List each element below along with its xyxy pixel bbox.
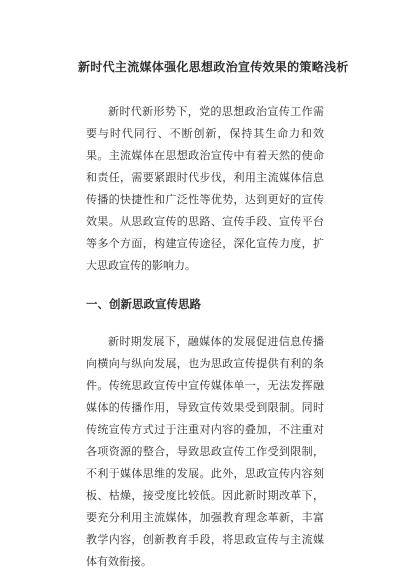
section-body-paragraph: 新时期发展下，融媒体的发展促进信息传播向横向与纵向发展，也为思政宣传提供有利的条件。传统思政宣传中宣传媒体单一，无法发挥融媒体的传播作用，导致宣传效果受到限制。同时传统宣传方式过于注重对内容的叠加，不注重对各项资源的整合，导致思政宣传工作受到限制，不利于媒体思维的发展。此外，思政宣传内容刻板、枯燥，接受度比较低。因此新时期改革下，要充分利用主流媒体，加强教育理念革新，丰富教学内容，创新教育手段，将思政宣传与主流媒体有效衔接。 xyxy=(86,335,324,568)
section-heading: 一、创新思政宣传思路 xyxy=(86,297,201,311)
document-title: 新时代主流媒体强化思想政治宣传效果的策略浅析 xyxy=(78,60,349,74)
intro-paragraph: 新时代新形势下，党的思想政治宣传工作需要与时代同行、不断创新，保持其生命力和效果。主流媒体在思想政治宣传中有着天然的使命和责任，需要紧跟时代步伐，利用主流媒体信息传播的快捷性和广泛性等优势，达到更好的宣传效果。从思政宣传的思路、宣传手段、宣传平台等多个方面，构建宣传途径，深化宣传力度，扩大思政宣传的影响力。 xyxy=(86,105,324,272)
